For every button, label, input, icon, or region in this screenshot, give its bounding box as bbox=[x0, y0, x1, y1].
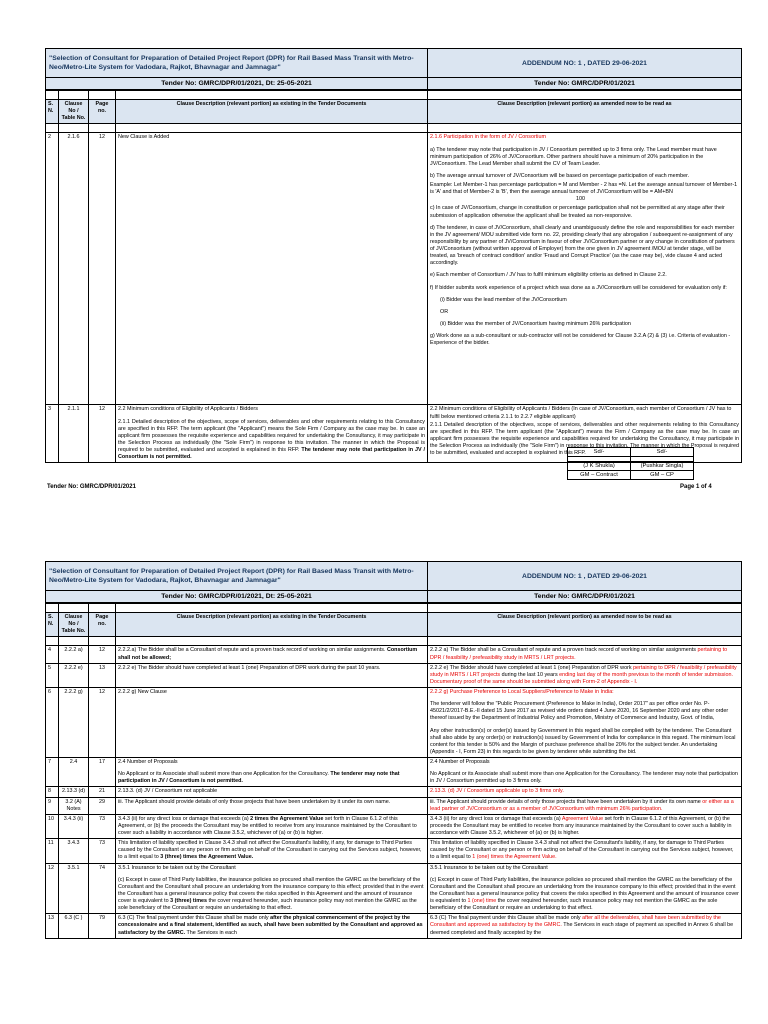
col-page: Page no. bbox=[89, 100, 116, 124]
tender-number-left: Tender No: GMRC/DPR/01/2021, Dt: 25-05-2021 bbox=[46, 591, 428, 603]
page-1-header bbox=[45, 48, 742, 90]
table-row: 10 3.4.3 (ii) 73 3.4.3 (ii) for any direct loss or damage that exceeds (a) 2 times the Agreement Value set forth in Clause 6.1.2 of this Agreement, or (b) the proceeds the Consultant may be entitled to receive from any insurance maintained by the Consultant to cover such a liability in accordance with Clause 3.5.2, whichever of (a) or (b) is higher. 3.4.3 (ii) for any direct loss or damage that exceeds (a) Agreement Value set forth in Clause 6.1.2 of this Agreement, or (b) the proceeds the Consultant may be entitled to receive from any insurance maintained by the Consultant to cover such a liability in accordance with Clause 3.5.2, whichever of (a) or (b) is higher. bbox=[46, 814, 742, 838]
col-clause: Clause No / Table No. bbox=[59, 100, 89, 124]
table-row: 8 2.13.3 (d) 21 2.13.3. (d) JV / Consortium not applicable 2.13.3. (d) JV / Consortium applicable up to 3 firms only. bbox=[46, 787, 742, 797]
page-1 bbox=[45, 48, 741, 463]
tender-number-right: Tender No: GMRC/DPR/01/2021 bbox=[428, 591, 742, 603]
page-2-header bbox=[45, 561, 742, 603]
table-row: 4 2.2.2 a) 12 2.2.2.a) The Bidder shall be a Consultant of repute and a proven track record of working on similar assignments. Consortium shall not be allowed; 2.2.2 a) The Bidder shall be a Consultant of repute and a proven track record of working on similar assignments pertaining to DPR / feasibility / prefeasibility study in MRTS / LRT projects. bbox=[46, 646, 742, 663]
document-title: "Selection of Consultant for Preparation of Detailed Project Report (DPR) for Rail Based Mass Transit with Metro-Neo/Metro-Lite System for Vadodara, Rajkot, Bhavnagar and Jamnagar" bbox=[46, 49, 428, 78]
document-title: "Selection of Consultant for Preparation of Detailed Project Report (DPR) for Rail Based Mass Transit with Metro-Neo/Metro-Lite System for Vadodara, Rajkot, Bhavnagar and Jamnagar" bbox=[46, 562, 428, 591]
table-row: 7 2.4 17 2.4 Number of Proposals No Applicant or its Associate shall submit more than one Application for the Consultancy. The tenderer may note that participation in JV / Consortium is not permitted. 2.4 Number of Proposals No Applicant or its Associate shall submit more than one Application for the Consultancy. The tenderer may note that participation in JV / Consortium permitted up to 3 firms only. bbox=[46, 758, 742, 787]
amended-text: 2.1.6 Participation in the form of JV / Consortium a) The tenderer may note that participation in JV / Consortium permitted up to 3 firms only. The Lead member must have minimum participation of 26% of JV/Consortium. Other partners should have a minimum of 20% participation in the JV/Consortium. The Lead Member shall submit the CV of Team Leader. b) The average annual turnover of JV/Consortium will be based on percentage participation of each member. Example: Let Member-1 has percentage participation = M and Member - 2 has =N. Let the average annual turnover of Member-1 is 'A' and that of Member-2 is 'B', then the average annual turnover of JV/Consortium will be = AM+BN 100 c) In case of JV/Consortium, change in constitution or percentage participation shall not be permitted at any stage after their submission of application otherwise the applicant shall be treated as non-responsive. d) The tenderer, in case of JV/Consortium, shall clearly and unambiguously define the role and responsibilities for each member in the JV agreement/ MOU submitted vide form no. 22, providing clearly that any abrogation / subsequent re-assignment of any responsibility by any partner of JV/Consortium in favour of other JV/Consortium partner or any change in constitution of partners of JV/Consortium (without written approval of Employer) from the one given in JV agreement /MOU at tender stage, will be treated, as 'breach of contract condition' and/or 'Fraud and Corrupt Practice' (as the case may be), vide clause 4 and acted accordingly. e) Each member of Consortium / JV has to fulfil minimum eligibility criteria as defined in Clause 2.2. f) If bidder submits work experience of a project which was done as a JV/Consortium will be considered for evaluation only if: (i) Bidder was the lead member of the JV/Consortium OR (ii) Bidder was the member of JV/Consortium having minimum 26% participation g) Work done as a sub-consultant or sub-contractor will not be considered for Clause 3.2.A (2) & (3) i.e. Criteria of evaluation - Experience of the bidder. bbox=[428, 133, 742, 405]
table-row: 12 3.5.1 74 3.5.1 Insurance to be taken out by the Consultant (c) Except in case of Third Party liabilities, the insurance policies so procured shall mention the GMRC as the beneficiary of the Consultant and the Consultant shall procure an undertaking from the insurance company to this effect; provided that in the event the Consultant has a general insurance policy that covers the risks specified in this Agreement and the amount of insurance cover is equivalent to 3 (three) times the cover required hereunder, such insurance policy may not mention the GMRC as the sole beneficiary of the Consultant or require an undertaking to that effect. 3.5.1 Insurance to be taken out by the Consultant (c) Except in case of Third Party liabilities, the insurance policies so procured shall mention the GMRC as the beneficiary of the Consultant and the Consultant shall procure an undertaking from the insurance company to this effect; provided that in the event the Consultant has a general insurance policy that covers the risks specified in this Agreement and the amount of insurance cover is equivalent to 1 (one) time the cover required hereunder, such insurance policy may not mention the GMRC as the sole beneficiary of the Consultant or require an undertaking to that effect. bbox=[46, 863, 742, 914]
footer-page-number: Page 1 of 4 bbox=[680, 484, 712, 490]
col-sn: S. N. bbox=[46, 100, 59, 124]
addendum-title: ADDENDUM NO: 1 , DATED 29-06-2021 bbox=[428, 562, 742, 591]
table-row: 11 3.4.3 73 This limitation of liability specified in Clause 3.4.3 shall not affect the Consultant's liability, if any, for damage to Third Parties caused by the Consultant or any person or firm acting on behalf of the Consultant in carrying out the Services subject, however, to a limit equal to 3 (three) times the Agreement Value. This limitation of liability specified in Clause 3.4.3 shall not affect the Consultant's liability, if any, for damage to Third Parties caused by the Consultant or any person or firm acting on behalf of the Consultant in carrying out the Services subject, however, to a limit equal to 1 (one) times the Agreement Value. bbox=[46, 839, 742, 863]
column-header-row bbox=[46, 100, 742, 124]
col-amended: Clause Description (relevant portion) as amended now to be read as bbox=[428, 100, 742, 124]
signature-block-1: Sd/- Sd/- (J K Shukla) (Pushkar Singla) GM – Contract GM – CP bbox=[567, 447, 694, 480]
addendum-title: ADDENDUM NO: 1 , DATED 29-06-2021 bbox=[428, 49, 742, 78]
footer-tender: Tender No: GMRC/DPR/01/2021 bbox=[47, 484, 136, 490]
table-row: 9 3.2 (A) Notes 29 iii. The Applicant should provide details of only those projects that have been undertaken by it under its own name. iii. The Applicant should provide details of only those projects that have been undertaken by it under its own name or either as a lead partner of JV/Consortium or as a member of JV/Consortium with minimum 26% participation. bbox=[46, 797, 742, 814]
table-row: 3 2.1.1 12 2.2 Minimum conditions of Eligibility of Applicants / Bidders 2.1.1 Detailed description of the objectives, scope of services, deliverables and other requirements relating to this Consultancy are specified in this RFP. The term applicant (the "Applicant") means the Sole Firm / Company as the case may be. In case an applicant firm possesses the requisite experience and capabilities required for undertaking the Consultancy, it may participate in the Selection Process as individually (the "Sole Firm") in response to this invitation. The manner in which the Proposal is required to be submitted, evaluated and accepted is explained in this RFP. The tenderer may note that participation in JV / Consortium is not permitted. 2.2 Minimum conditions of Eligibility of Applicants / Bidders (In case of JV/Consortium, each member of Consortium / JV has to fulfil below mentioned criteria 2.1.1 to 2.2.7 eligible applicant) 2.1.1 Detailed description of the objectives, scope of services, deliverables and other requirements relating to this Consultancy are specified in this RFP. The term applicant (the "Applicant") means the Firm / Company as the case may be. In case an applicant firm possesses the requisite experience and capabilities required for undertaking the Consultancy, it may participate in the Selection Process as individually (the "Sole Firm") in response to this invitation. The manner in which the Proposal is required to be submitted, evaluated and accepted is explained in this RFP. bbox=[46, 405, 742, 463]
page-2 bbox=[45, 561, 741, 939]
tender-number-left: Tender No: GMRC/DPR/01/2021, Dt: 25-05-2021 bbox=[46, 78, 428, 90]
column-header-row: S. N. Clause No / Table No. Page no. Clause Description (relevant portion) as existing in the Tender Documents Clause Description (relevant portion) as amended now to be read as bbox=[46, 613, 742, 637]
page-2-table bbox=[45, 603, 742, 939]
table-row: 6 2.2.2 g) 12 2.2.2 g) New Clause 2.2.2 g) Purchase Preference to Local Suppliers/Preference to Make in India: The tenderer will follow the "Public Procurement (Preference to Make in India), Order 2017" as per office order No. P-45021/2/2017-B.E.-II dated 15 June 2017 as revised vide orders dated 4 June 2020, 16 September 2020 and any other order thereof issued by the Department of Industrial Policy and Promotion, Ministry of Commerce and Industry, Govt. of India, Any other instruction(s) or order(s) issued by Government in this regard shall be complied with by the tenderer. The Consultant shall also abide by any order(s) or instruction(s) issued by Government of India for compliance in this regard. The minimum local content for this tender is 50% and the Margin of purchase preference shall be 20% for the subject tender. An undertaking (Appendix - I, Form 23) in this regards to be given by tenderer while submitting the bid. bbox=[46, 688, 742, 758]
tender-number-right: Tender No: GMRC/DPR/01/2021 bbox=[428, 78, 742, 90]
page-1-table bbox=[45, 90, 742, 463]
table-row: 13 6.3 (C ) 79 6.3 (C) The final payment under this Clause shall be made only after the physical commencement of the project by the concessionaire and a final statement, identified as such, shall have been submitted by the Consultant and approved as satisfactory by the GMRC. The Services in each 6.3 (C) The final payment under this Clause shall be made only after all the deliverables, shall have been submitted by the Consultant and approved as satisfactory by the GMRC. The Services in each stage of payment as specified in Annex 6 shall be deemed completed and finally accepted by the bbox=[46, 914, 742, 938]
col-original: Clause Description (relevant portion) as existing in the Tender Documents bbox=[116, 100, 428, 124]
table-row: 2 2.1.6 12 New Clause is Added 2.1.6 Participation in the form of JV / Consortium a) The tenderer may note that participation in JV / Consortium permitted up to 3 firms only. The Lead member must have minimum participation of 26% of JV/Consortium. Other partners should have a minimum of 20% participation in the JV/Consortium. The Lead Member shall submit the CV of Team Leader. b) The average annual turnover of JV/Consortium will be based on percentage participation of each member. Example: Let Member-1 has percentage participation = M and Member - 2 has =N. Let the average annual turnover of Member-1 is 'A' and that of Member-2 is 'B', then the average annual turnover of JV/Consortium will be = AM+BN 100 c) In case of JV/Consortium, change in constitution or percentage participation shall not be permitted at any stage after their submission of application otherwise the applicant shall be treated as non-responsive. d) The tenderer, in case of JV/Consortium, shall clearly and unambiguously define the role and responsibilities for each member in the JV agreement/ MOU submitted vide form no. 22, providing clearly that any abrogation / subsequent re-assignment of any responsibility by any partner of JV/Consortium in favour of other JV/Consortium partner or any change in constitution of partners of JV/Consortium (without written approval of Employer) from the one given in JV agreement /MOU at tender stage, will be treated, as 'breach of contract condition' and/or 'Fraud and Corrupt Practice' (as the case may be), vide clause 4 and acted accordingly. e) Each member of Consortium / JV has to fulfil minimum eligibility criteria as defined in Clause 2.2. f) If bidder submits work experience of a project which was done as a JV/Consortium will be considered for evaluation only if: (i) Bidder was the lead member of the JV/Consortium OR (ii) Bidder was the member of JV/Consortium having minimum 26% participation g) Work done as a sub-consultant or sub-contractor will not be considered for Clause 3.2.A (2) & (3) i.e. Criteria of evaluation - Experience of the bidder. bbox=[46, 133, 742, 405]
table-row: 5 2.2.2 e) 13 2.2.2 e) The Bidder should have completed at least 1 (one) Preparation of DPR work during the past 10 years. 2.2.2 e) The Bidder should have completed at least 1 (one) Preparation of DPR work pertaining to DPR / feasibility / prefeasibility study in MRTS / LRT projects during the last 10 years ending last day of the month previous to the month of tender submission. Documentary proof of the same should be submitted along with Form-2 of Appendix - I. bbox=[46, 663, 742, 687]
